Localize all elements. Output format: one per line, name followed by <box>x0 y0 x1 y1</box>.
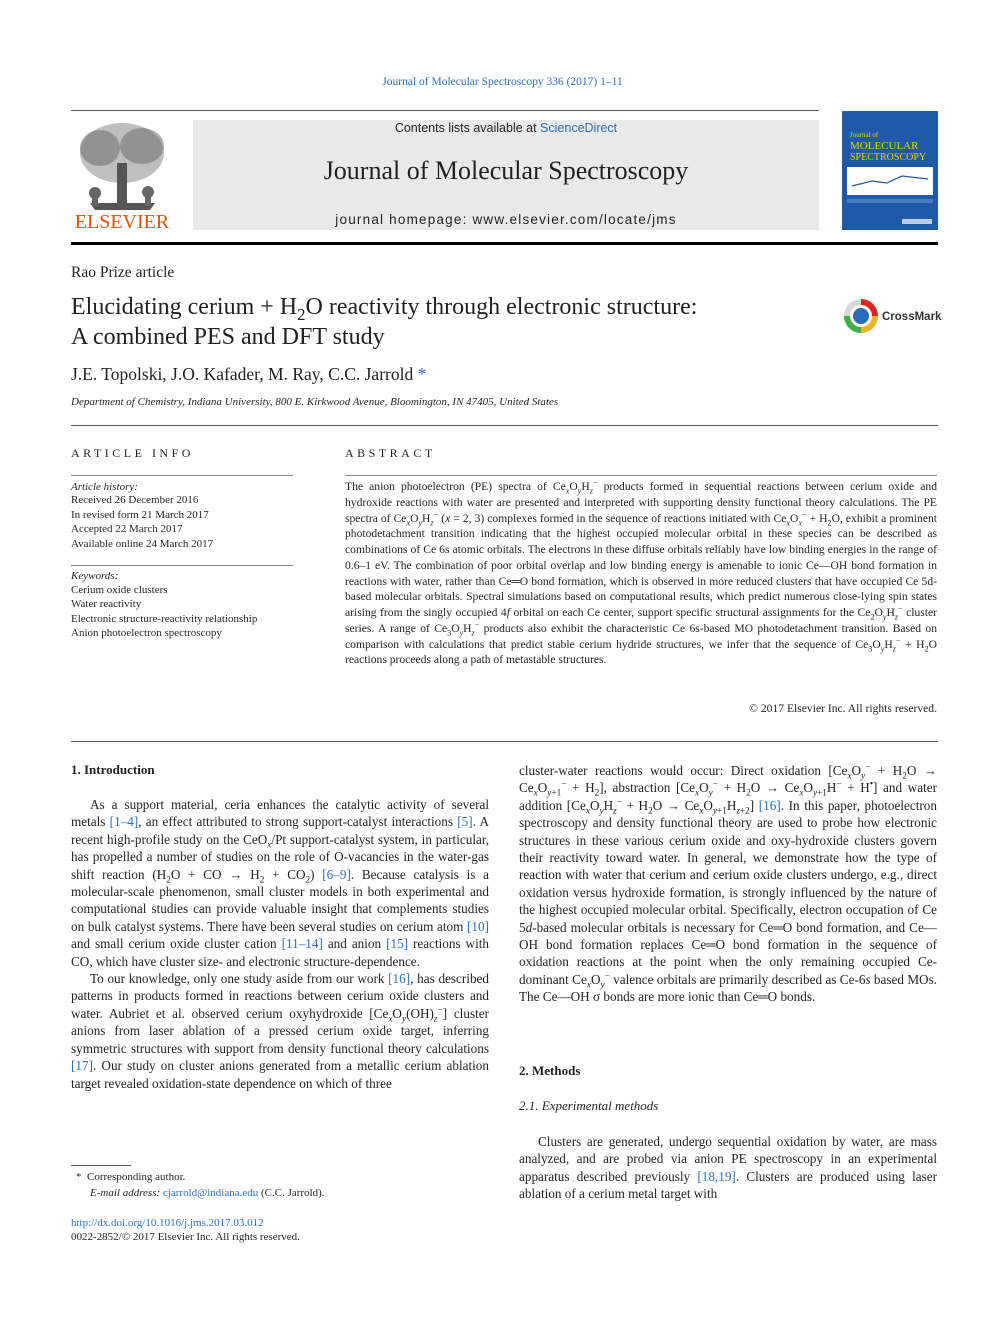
history-item: Received 26 December 2016 <box>71 494 199 506</box>
svg-text:CrossMark: CrossMark <box>882 311 942 323</box>
article-type: Rao Prize article <box>71 264 175 281</box>
email-link[interactable]: cjarrold@indiana.edu <box>162 1187 259 1199</box>
citation-link[interactable]: [18,19] <box>697 1168 736 1184</box>
keyword-item: Electronic structure-reactivity relationship <box>71 612 258 625</box>
abstract-text: The anion photoelectron (PE) spectra of $Ce_xO_yH_z^-$ products formed in sequential reactions between cerium oxide and hydroxide reactions with water are presented and interpreted with supporting density functional theory calculations. The PE spectra of $Ce_xO_yH_z^-$ (x = 2, 3) complexes formed in the sequence of reactions initiated with $Ce_xO_x^- + H_2O$, exhibit a prominent photodetachment transition indicating that the highest occupied molecular orbital in these species can be described as combinations of Ce 6s atomic orbitals. The electrons in these diffuse orbitals reliably have low binding energies in the range of 0.6–1 eV. The combination of poor orbital overlap and low binding energy is amenable to ionic Ce—OH bond formation in reactions with water, rather than Ce═O bond formation, which is observed in more reduced clusters that have occupied Ce 5d-based molecular orbitals. Spectral simulations based on computational results, which predict numerous close-lying spin states arising from the singly occupied 4f orbital on each Ce center, support specific structural assignments for the $Ce_2O_yH_z^-$ cluster series. A range of $Ce_3O_yH_z^-$ products also exhibit the characteristic Ce 6s-based MO photodetachment transition. Based on comparison with calculations that predict stable cerium hydride structures, we infer that the sequence of $Ce_3O_yH_z^- + H_2O$ reactions proceeds along a path of metastable structures. <box>345 478 937 667</box>
svg-text:ELSEVIER: ELSEVIER <box>74 211 170 233</box>
crossmark-badge[interactable] <box>842 297 942 335</box>
keyword-item: Anion photoelectron spectroscopy <box>71 627 222 640</box>
journal-homepage[interactable]: journal homepage: www.elsevier.com/locate/jms <box>335 212 677 227</box>
svg-text:Journal of: Journal of <box>850 131 879 139</box>
article-info-rule <box>71 475 293 476</box>
corresponding-author-note: * Corresponding author. <box>76 1171 186 1183</box>
journal-title: Journal of Molecular Spectroscopy <box>323 156 689 185</box>
abstract-heading: ABSTRACT <box>345 446 436 460</box>
paragraph: As a support material, ceria enhances the catalytic activity of several metals [1–4], an effect attributed to strong support-catalyst interactions [5]. A recent high-profile study on the CeO$_x$/Pt support-catalyst system, in particular, has propelled a number of studies on the role of O-vacancies in the water-gas shift reaction ($H_2O$ + CO → $H_2 + CO_2$) [6–9]. Because catalysis is a molecular-scale phenomenon, small cluster models in both experimental and computational studies can provide valuable insight that complements studies on bulk catalyst systems. There have been several studies on cerium atom [10] and small cerium oxide cluster cation [11–14] and anion [15] reactions with CO, which have cluster size- and electronic structure-dependence. <box>71 797 490 969</box>
citation-link[interactable]: [17] <box>71 1058 93 1074</box>
crossmark-icon <box>842 297 942 335</box>
keywords-list <box>71 583 257 641</box>
elsevier-logo <box>70 118 175 233</box>
contents-line <box>193 121 819 135</box>
elsevier-tree-icon <box>70 118 175 233</box>
svg-text:SPECTROSCOPY: SPECTROSCOPY <box>850 152 927 163</box>
abstract-rule <box>345 475 937 476</box>
methods-heading: 2. Methods <box>519 1063 581 1078</box>
doi-link[interactable]: http://dx.doi.org/10.1016/j.jms.2017.03.012 <box>71 1217 264 1229</box>
introduction-heading: 1. Introduction <box>71 762 155 777</box>
svg-text:MOLECULAR: MOLECULAR <box>850 140 919 152</box>
history-item: Accepted 22 March 2017 <box>71 523 183 536</box>
citation-link[interactable]: [10] <box>467 918 489 934</box>
keywords-label: Keywords: <box>71 570 119 582</box>
author-affiliation: Department of Chemistry, Indiana University, 800 E. Kirkwood Avenue, Bloomington, IN 47405, United States <box>71 396 559 408</box>
citation-link[interactable]: [1–4] <box>109 814 139 830</box>
citation-link[interactable]: [11–14] <box>281 936 323 952</box>
citation-link[interactable]: [5] <box>457 814 473 830</box>
author-list: J.E. Topolski, J.O. Kafader, M. Ray, C.C. Jarrold * <box>71 364 427 384</box>
article-history <box>71 493 213 551</box>
header-thick-rule <box>71 242 938 245</box>
email-note: E-mail address: cjarrold@indiana.edu (C.C. Jarrold). <box>90 1187 325 1199</box>
methods-body <box>519 1133 937 1203</box>
citation-link[interactable]: [15] <box>386 936 409 952</box>
article-title: Elucidating cerium + $H_2O$ reactivity through electronic structure: A combined PES and DFT study <box>71 294 698 350</box>
paragraph: cluster-water reactions would occur: Direct oxidation $[Ce_xO_y^- + H_2O \to Ce_xO_{y+1}^- + H_2]$, abstraction $[Ce_xO_y^- + H_2O \to Ce_xO_{y+1}H^- + H^•]$ and water addition $[Ce_xO_yH_z^- + H_2O \to Ce_xO_{y+1}H_{z+2}]$ [16]. In this paper, photoelectron spectroscopy and density functional theory are used to probe how electronic structures in these various cerium oxide and oxy-hydroxide clusters govern their reactivity toward water. In general, we demonstrate how the type of reaction with water that cerium and cerium oxide clusters undergo, e.g., direct oxidation versus hydroxide formation, is strongly influenced by the nature of the highest occupied molecular orbital. Specifically, electron occupation of Ce 5d-based molecular orbitals is necessary for Ce═O bond formation, and Ce—OH bond formation replaces Ce═O bond formation in the sequence of oxidation reactions at the point when the only remaining occupied Ce-dominant $Ce_xO_y^-$ valence orbitals are primarily described as Ce-6s based MOs. The Ce—OH σ bonds are more ionic than Ce═O bonds. <box>519 761 937 1005</box>
introduction-body-continued <box>519 762 937 1006</box>
history-item: Available online 24 March 2017 <box>71 537 214 550</box>
keyword-item: Cerium oxide clusters <box>71 584 168 596</box>
history-item: In revised form 21 March 2017 <box>71 508 209 521</box>
keywords-rule <box>71 565 293 566</box>
header-rule <box>71 110 819 111</box>
paragraph: Clusters are generated, undergo sequential oxidation by water, are mass analyzed, and are probed via anion PE spectroscopy in an experimental apparatus described previously [18,19]. Clusters are produced using laser ablation of a cerium metal target with <box>519 1134 937 1202</box>
keyword-item: Water reactivity <box>71 598 142 611</box>
citation-link[interactable]: [6–9] <box>322 866 351 882</box>
sciencedirect-link[interactable]: ScienceDirect <box>540 121 618 135</box>
paragraph: To our knowledge, only one study aside from our work [16], has described patterns in products formed in reactions between cerium oxide clusters and water. Aubriet et al. observed cerium oxyhydroxide $[Ce_xO_y(OH)_z^-]$ cluster anions from laser ablation of a pressed cerium oxide target, inferring symmetric structures with support from density functional theory calculations [17]. Our study on cluster anions generated from a metallic cerium ablation target revealed oxidation-state dependence on which of three <box>71 971 489 1091</box>
journal-cover-image[interactable] <box>842 111 938 230</box>
citation-link[interactable]: [16] <box>388 971 411 987</box>
article-history-label: Article history: <box>71 481 138 493</box>
experimental-methods-heading: 2.1. Experimental methods <box>519 1098 659 1113</box>
article-info-heading: ARTICLE INFO <box>71 446 194 460</box>
section-rule <box>71 425 938 426</box>
citation-link[interactable]: [16] <box>758 797 781 813</box>
journal-cover-icon <box>842 111 938 230</box>
introduction-body <box>71 796 489 1092</box>
journal-reference-link[interactable]: Journal of Molecular Spectroscopy 336 (2017) 1–11 <box>382 76 623 88</box>
abstract-copyright: © 2017 Elsevier Inc. All rights reserved. <box>749 702 937 715</box>
corresponding-author-mark[interactable]: * <box>417 364 427 384</box>
issn-copyright: 0022-2852/© 2017 Elsevier Inc. All rights reserved. <box>71 1231 300 1243</box>
body-rule <box>71 741 938 742</box>
contents-prefix: Contents lists available at <box>394 121 541 135</box>
footnote-rule <box>71 1165 131 1166</box>
